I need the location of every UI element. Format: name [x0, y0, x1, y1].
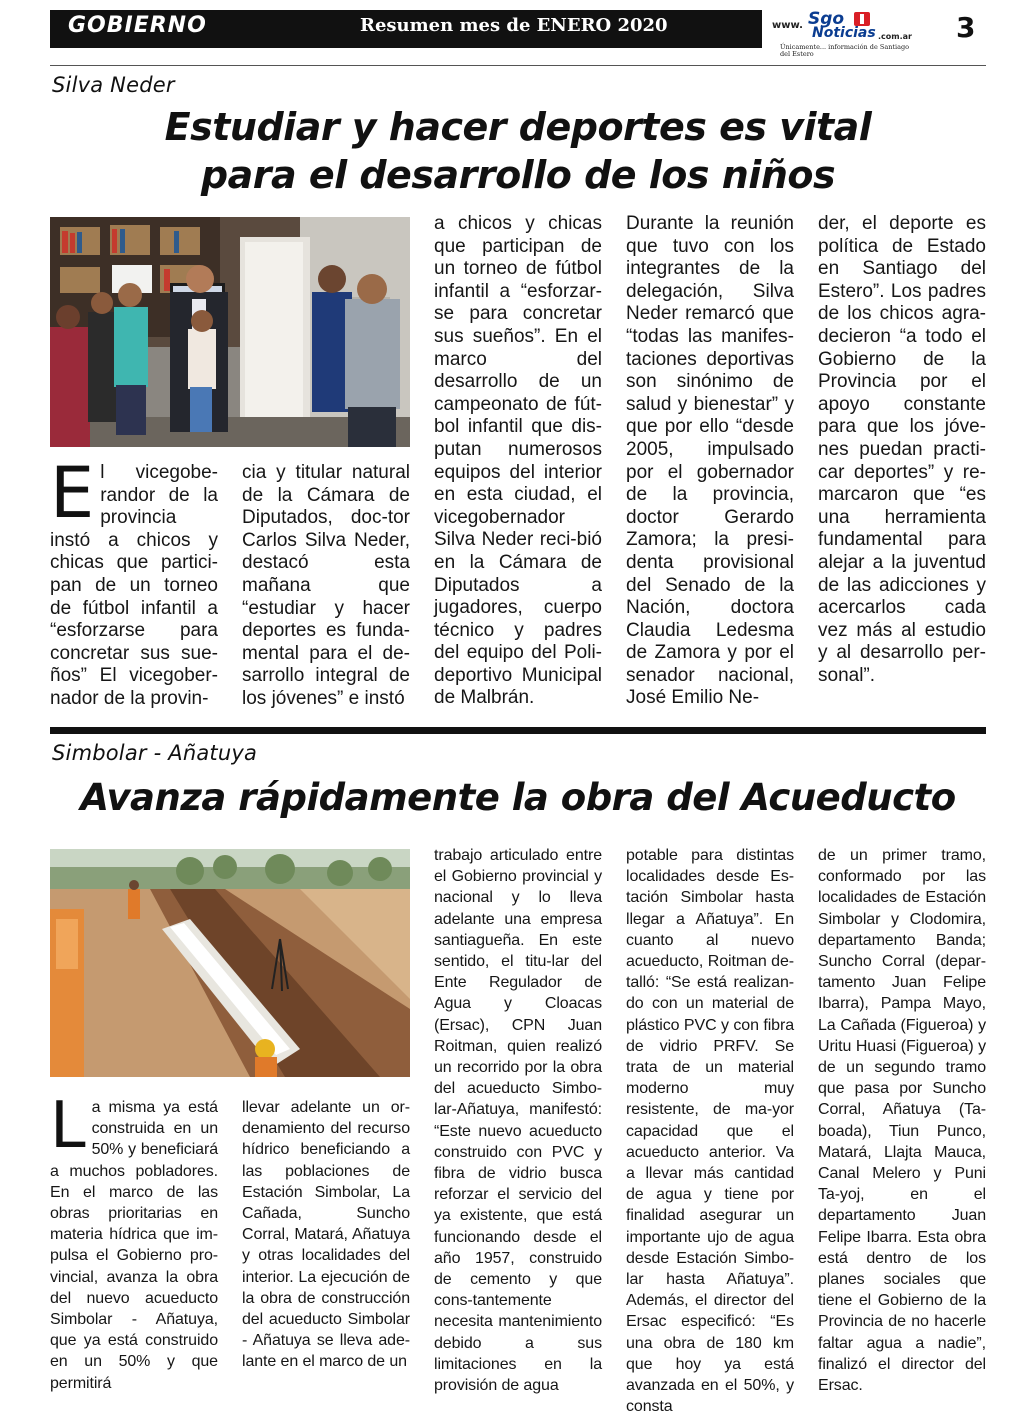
section-title: GOBIERNO	[68, 13, 207, 38]
page-header	[50, 8, 986, 58]
article1-headline-line2: para el desarrollo de los niños	[200, 153, 836, 197]
logo-www: www.	[772, 20, 803, 31]
article1-column-2: cia y titular natural de la Cámara de Diputados, doc-tor Carlos Silva Neder, destacó esta mañana que “estudiar y hacer deportes es funda-mental para el de-sarrollo integral de los jóvenes” e instó	[242, 462, 410, 709]
article2-photo	[50, 849, 410, 1077]
article1-column-5: der, el deporte es política de Estado en Santiago del Estero”. Los padres de los chicos agra-decieron “a todo el Gobierno de la Provincia por el apoyo constante para que los jóve-nes puedan practi-car deportes” y re-marcaron que “es una herramienta fundamental para alejar a la juventud de las adicciones y acercarlos cada vez más al estudio y al desarrollo per-sonal”.	[818, 213, 986, 686]
article2-headline: Avanza rápidamente la obra del Acueducto	[80, 776, 956, 819]
article1-headline-line1: Estudiar y hacer deportes es vital	[164, 105, 872, 149]
article2-column-5: de un primer tramo, conformado por las localidades de Estación Simbolar y Clodomira, departamento Banda; Suncho Corral (depar-tamento Juan Felipe Ibarra), Pampa Mayo, La Cañada (Figueroa) y Uritu Huasi (Figueroa) y de un segundo tramo que pasa por Suncho Corral, Añatuya (Ta-boada), Tiun Punco, Matará, Llajta Mauca, Canal Melero y Puni Ta-yoj, en el departamento Juan Felipe Ibarra. Esta obra está dentro de los planes sociales que tiene el Gobierno de la Provincia de no hacerle faltar agua a nadie”, finalizó el director del Ersac.	[818, 847, 986, 1395]
publication-logo	[772, 8, 912, 58]
logo-noticias: Noticias	[812, 25, 876, 41]
article2-column-4: potable para distintas localidades desde Es-tación Simbolar hasta llegar a Añatuya”. En cuanto al nuevo acueducto, Roitman de-talló: “Se está realizan-do con un material de plástico PVC y con fibra de vidrio PRFV. Se trata de un material moderno muy resistente, de ma-yor capacidad que el acueducto anterior. Va a llevar más cantidad de agua y tiene por finalidad asegurar un importante ujo de agua desde Estación Simbo-lar hasta Añatuya”. Además, el director del Ersac especificó: “Es una obra de 180 km que hoy ya está avanzada en el 50%, y consta	[626, 847, 794, 1416]
article1-column-3: a chicos y chicas que participan de un torneo de fútbol infantil a “esforzar-se para concretar sus sueños”. En el marco del desarrollo de un campeonato de fút-bol infantil que dis-putan numerosos equipos del interior en esta ciudad, el vicegobernador Silva Neder reci-bió en la Cámara de Diputados a jugadores, cuerpo técnico y padres del equipo del Poli-deportivo Municipal de Malbrán.	[434, 213, 602, 709]
article1-column-1	[50, 452, 218, 711]
section-divider	[50, 727, 986, 734]
issue-title: Resumen mes de ENERO 2020	[360, 15, 668, 36]
article2-column-2: llevar adelante un or-denamiento del recurso hídrico beneficiando a las poblaciones de Estación Simbolar, La Cañada, Suncho Corral, Matará, Añatuya y otras localidades del interior. La ejecución de la obra de construcción del acueducto Simbolar - Añatuya se lleva ade-lante en el marco de un	[242, 1099, 410, 1371]
article2-column-1	[50, 1089, 218, 1394]
logo-tagline: Únicamente... información de Santiago del Estero	[780, 43, 910, 58]
article1-photo	[50, 217, 410, 447]
article1-column-4: Durante la reunión que tuvo con los integrantes de la delegación, Silva Neder remarcó que “todas las manifes-taciones deportivas son sinónimo de salud y bienestar” y que por ello “desde 2005, impulsado por el gobernador de la provincia, doctor Gerardo Zamora; la presi-denta provisional del Senado de la Nación, doctora Claudia Ledesma de Zamora y por el senador nacional, José Emilio Ne-	[626, 213, 794, 709]
article2-drop-cap: L	[50, 1089, 86, 1163]
article2-col1-text: a misma ya está construida en un 50% y beneficiará a muchos pobladores. En el marco de las obras prioritarias en materia hídrica que im-pulsa el Gobierno pro-vincial, avanza la obra del nuevo acueducto Simbolar - Añatuya, que ya está construido en un 50% y que permitirá	[50, 1099, 218, 1392]
article1-kicker: Silva Neder	[52, 73, 175, 97]
article2-column-3: trabajo articulado entre el Gobierno provincial y nacional y lo lleva adelante una empresa santiagueña. En este sentido, el titu-lar del Ente Regulador de Agua y Cloacas (Ersac), CPN Juan Roitman, quien realizó un recorrido por la obra del acueducto Simbo-lar-Añatuya, manifestó: “Este nuevo acueducto construido con PVC y fibra de vidrio busca reforzar el servicio del ya existente, que está funcionando desde el año 1957, construido de cemento y que cons-tantemente necesita mantenimiento debido a sus limitaciones en la provisión de agua	[434, 847, 602, 1395]
logo-tld: .com.ar	[878, 32, 912, 41]
exclamation-icon	[854, 12, 870, 26]
header-rule	[50, 65, 986, 66]
article1-headline	[50, 103, 986, 199]
article1-drop-cap: E	[50, 452, 95, 534]
article1-col1-text: l vicegobe-randor de la provincia instó a chicos y chicas que partici-pan de un torneo de fútbol infantil a “esforzarse para concretar sus sue-ños” El vicegober-nador de la provin-	[50, 462, 218, 709]
article2-kicker: Simbolar - Añatuya	[52, 741, 258, 765]
logo-sgo: Sgo	[808, 9, 845, 29]
page-number: 3	[956, 11, 976, 44]
